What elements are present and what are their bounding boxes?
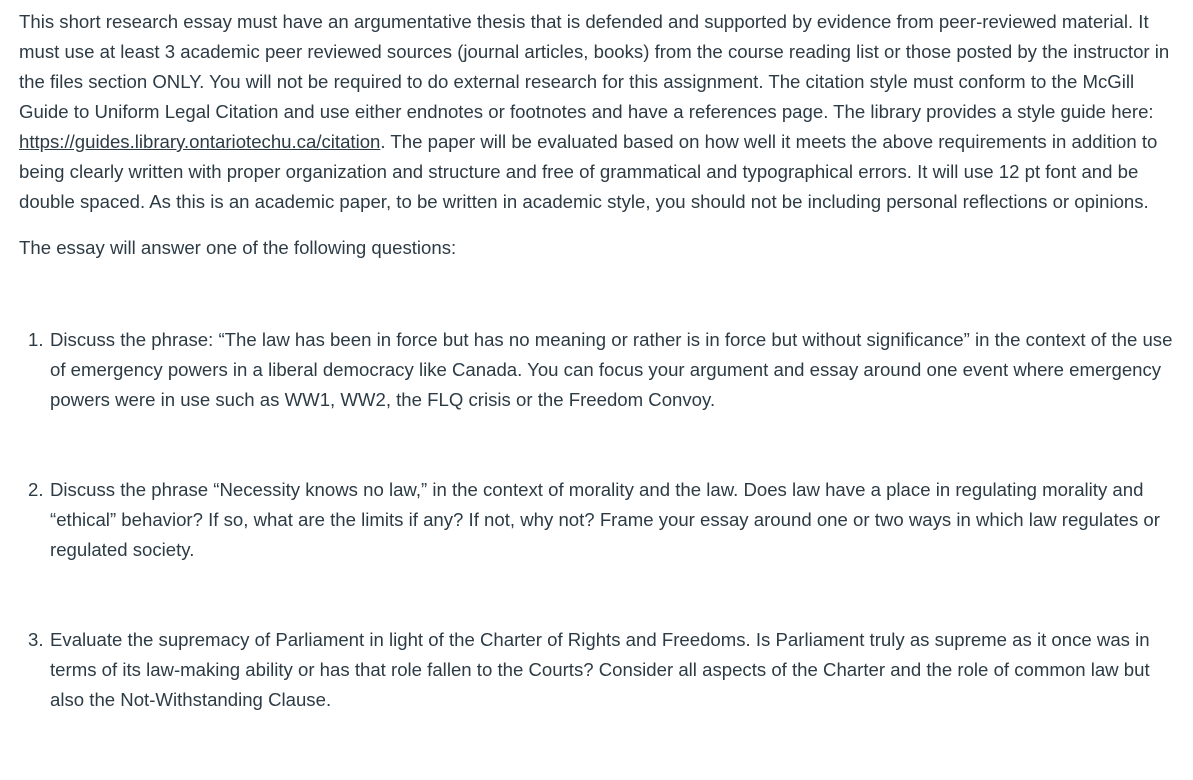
question-item-1	[19, 325, 1179, 415]
question-number: 1.	[28, 329, 44, 350]
question-item-3	[19, 625, 1179, 715]
intro-text-before-link: This short research essay must have an argumentative thesis that is defended and supported by evidence from peer-reviewed material. It must use at least 3 academic peer reviewed sources (journal articles, books) from the course reading list or those posted by the instructor in the files section ONLY. You will not be required to do external research for this assignment. The citation style must conform to the McGill Guide to Uniform Legal Citation and use either endnotes or footnotes and have a references page. The library provides a style guide here:	[19, 11, 1170, 122]
questions-prompt: The essay will answer one of the following questions:	[19, 237, 457, 258]
question-number: 2.	[28, 479, 44, 500]
question-text: Evaluate the supremacy of Parliament in light of the Charter of Rights and Freedoms. Is Parliament truly as supreme as it once was in terms of its law-making ability or has that role fallen to the Courts? Consider all aspects of the Charter and the role of common law but also the Not-Withstanding Clause.	[50, 629, 1150, 710]
question-text: Discuss the phrase: “The law has been in force but has no meaning or rather is in force but without significance” in the context of the use of emergency powers in a liberal democracy like Canada. You can focus your argument and essay around one event where emergency powers were in use such as WW1, WW2, the FLQ crisis or the Freedom Convoy.	[50, 329, 1173, 410]
citation-guide-link[interactable]: https://guides.library.ontariotechu.ca/citation	[19, 131, 381, 152]
question-item-2	[19, 475, 1179, 565]
question-number: 3.	[28, 629, 44, 650]
question-text: Discuss the phrase “Necessity knows no law,” in the context of morality and the law. Does law have a place in regulating morality and “ethical” behavior? If so, what are the limits if any? If not, why not? Frame your essay around one or two ways in which law regulates or regulated society.	[50, 479, 1160, 560]
questions-list	[19, 325, 1179, 715]
intro-text-after-link: . The paper will be evaluated based on how well it meets the above requirements in addition to being clearly written with proper organization and structure and free of grammatical and typographical errors. It will use 12 pt font and be double spaced. As this is an academic paper, to be written in academic style, you should not be including personal reflections or opinions.	[19, 131, 1158, 212]
intro-paragraph	[19, 7, 1179, 217]
assignment-content	[19, 7, 1179, 715]
